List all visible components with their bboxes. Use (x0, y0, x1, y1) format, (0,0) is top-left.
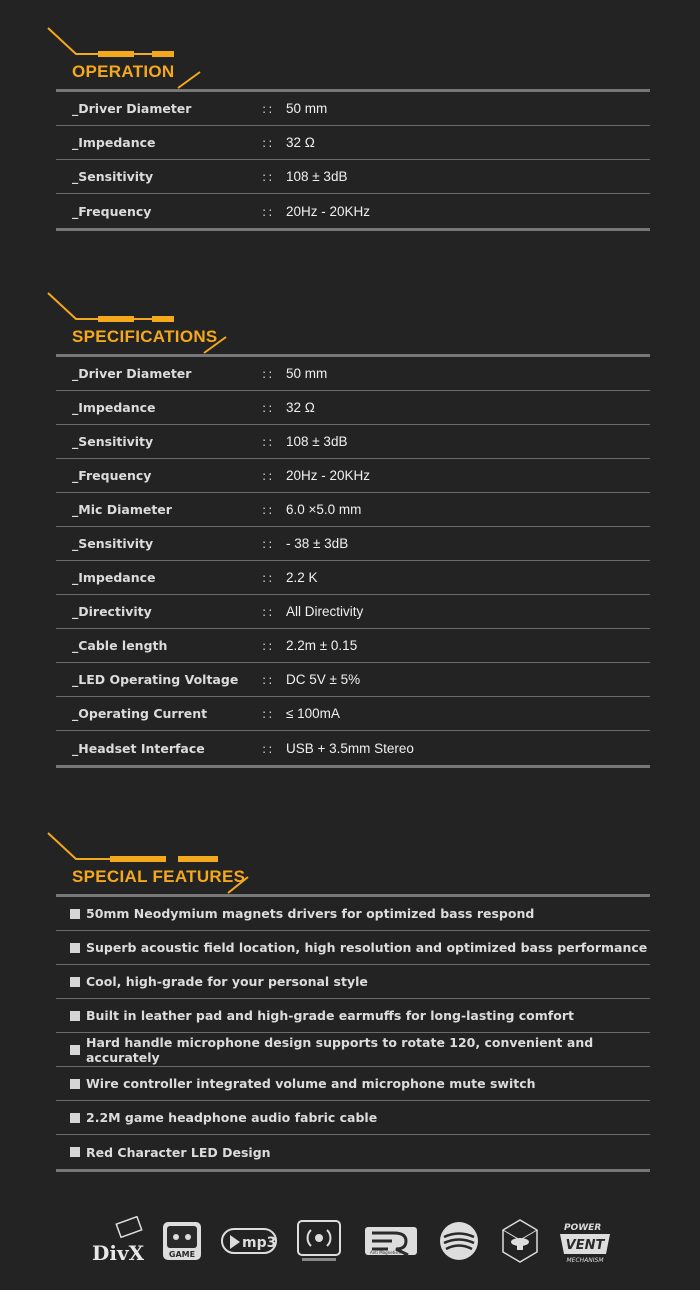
table-row (56, 425, 650, 459)
table-row (56, 459, 650, 493)
game-logo (162, 1216, 202, 1266)
operation-title: OPERATION (72, 62, 175, 81)
feature-text: Cool, high-grade for your personal style (86, 974, 368, 989)
mp3-logo (220, 1216, 278, 1266)
divx-logo-text: DivX (92, 1241, 144, 1265)
row-separator: :: (262, 434, 275, 449)
row-separator: :: (262, 638, 275, 653)
mp3-logo-text: mp3 (242, 1235, 277, 1251)
feature-text: Superb acoustic field location, high resolution and optimized bass performance (86, 940, 648, 955)
row-label: _LED Operating Voltage (72, 672, 239, 687)
row-separator: :: (262, 203, 275, 219)
feature-text: 2.2M game headphone audio fabric cable (86, 1110, 378, 1125)
table-row (56, 629, 650, 663)
row-value: 50 mm (286, 366, 328, 381)
list-item (56, 999, 650, 1033)
list-item (56, 965, 650, 999)
anti-magnetism-logo-text: Anti Magnetism (370, 1250, 402, 1255)
mechanism-logo-text: MECHANISM (566, 1257, 604, 1264)
specifications-title: SPECIFICATIONS (72, 327, 218, 346)
row-separator: :: (262, 570, 275, 585)
row-separator: :: (262, 366, 275, 381)
game-logo-text: GAME (168, 1250, 196, 1259)
row-separator: :: (262, 135, 275, 150)
anti-magnetism-logo (364, 1216, 418, 1266)
table-row (56, 527, 650, 561)
driver-unit-logo (500, 1216, 540, 1266)
row-value: - 38 ± 3dB (286, 536, 349, 551)
table-row (56, 160, 650, 194)
sound-wave-logo (296, 1216, 342, 1266)
vent-logo-text: VENT (565, 1238, 605, 1253)
row-value: 2.2m ± 0.15 (286, 638, 358, 653)
row-value: 6.0 ×5.0 mm (286, 502, 362, 517)
row-value: 2.2 K (286, 570, 318, 585)
table-row (56, 493, 650, 527)
row-label: _Driver Diameter (72, 366, 192, 381)
row-separator: :: (262, 672, 275, 687)
row-separator: :: (262, 740, 275, 756)
specifications-table (56, 354, 650, 768)
power-vent-logo (558, 1216, 614, 1266)
row-label: _Operating Current (72, 706, 208, 721)
row-label: _Impedance (72, 570, 156, 585)
row-label: _Sensitivity (72, 434, 154, 449)
row-label: _Headset Interface (72, 740, 205, 756)
operation-section (0, 22, 700, 231)
features-title: SPECIAL FEATURES (72, 867, 246, 886)
row-separator: :: (262, 400, 275, 415)
row-separator: :: (262, 604, 275, 619)
specifications-header (0, 287, 700, 354)
table-row (56, 697, 650, 731)
list-item (56, 1033, 650, 1067)
operation-header (0, 22, 700, 89)
table-row (56, 731, 650, 765)
square-bullet-icon (70, 943, 80, 953)
row-label: _Sensitivity (72, 536, 154, 551)
features-header (0, 827, 700, 894)
row-separator: :: (262, 502, 275, 517)
row-value: USB + 3.5mm Stereo (286, 740, 414, 756)
table-row (56, 391, 650, 425)
row-label: _Sensitivity (72, 169, 154, 184)
square-bullet-icon (70, 1113, 80, 1123)
row-label: _Frequency (72, 468, 152, 483)
table-row (56, 92, 650, 126)
row-value: 108 ± 3dB (286, 434, 348, 449)
row-separator: :: (262, 169, 275, 184)
row-value: 20Hz - 20KHz (286, 203, 371, 219)
row-value: 20Hz - 20KHz (286, 468, 371, 483)
square-bullet-icon (70, 909, 80, 919)
table-row (56, 194, 650, 228)
row-value: ≤ 100mA (286, 706, 340, 721)
list-item (56, 1135, 650, 1169)
row-value: DC 5V ± 5% (286, 672, 361, 687)
row-separator: :: (262, 468, 275, 483)
specifications-section (0, 287, 700, 768)
row-value: 108 ± 3dB (286, 169, 348, 184)
row-label: _Directivity (72, 604, 152, 619)
table-row (56, 561, 650, 595)
square-bullet-icon (70, 1045, 80, 1055)
list-item (56, 1067, 650, 1101)
row-label: _Impedance (72, 400, 156, 415)
logo-strip (0, 1216, 700, 1266)
row-value: 32 Ω (286, 135, 315, 150)
feature-text: 50mm Neodymium magnets drivers for optimized bass respond (86, 906, 535, 921)
row-label: _Impedance (72, 135, 156, 150)
row-separator: :: (262, 536, 275, 551)
row-label: _Cable length (72, 638, 168, 653)
square-bullet-icon (70, 1147, 80, 1157)
row-value: 50 mm (286, 101, 328, 116)
table-row (56, 126, 650, 160)
list-item (56, 1101, 650, 1135)
square-bullet-icon (70, 1011, 80, 1021)
divx-logo (90, 1216, 144, 1266)
square-bullet-icon (70, 1079, 80, 1089)
features-section (0, 827, 700, 1172)
row-value: All Directivity (286, 604, 364, 619)
feature-text: Wire controller integrated volume and microphone mute switch (86, 1076, 536, 1091)
feature-text: Hard handle microphone design supports to rotate 120, convenient and accurately (86, 1034, 594, 1065)
row-label: _Driver Diameter (72, 101, 192, 116)
power-logo-text: POWER (564, 1223, 602, 1233)
row-value: 32 Ω (286, 400, 315, 415)
operation-table (56, 89, 650, 231)
fabric-cable-logo (438, 1216, 480, 1266)
row-label: _Frequency (72, 203, 152, 219)
row-separator: :: (262, 706, 275, 721)
features-list (56, 894, 650, 1172)
table-row (56, 357, 650, 391)
feature-text: Red Character LED Design (86, 1144, 271, 1160)
table-row (56, 663, 650, 697)
square-bullet-icon (70, 977, 80, 987)
row-separator: :: (262, 101, 275, 116)
list-item (56, 897, 650, 931)
feature-text: Built in leather pad and high-grade earmuffs for long-lasting comfort (86, 1008, 574, 1023)
table-row (56, 595, 650, 629)
list-item (56, 931, 650, 965)
row-label: _Mic Diameter (72, 502, 172, 517)
